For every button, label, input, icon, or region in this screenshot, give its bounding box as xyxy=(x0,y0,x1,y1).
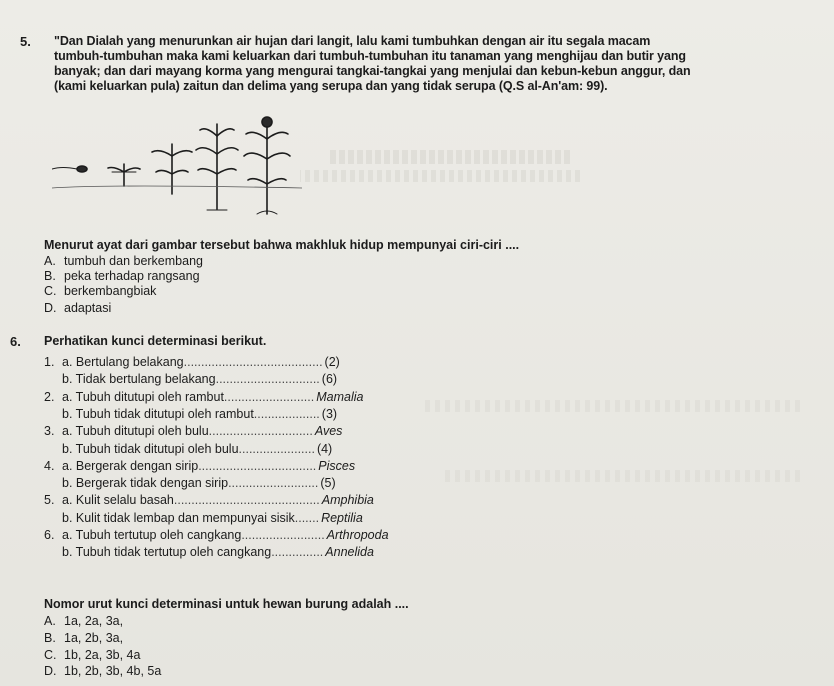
question-6-option-c[interactable] xyxy=(44,648,140,662)
option-label: C. xyxy=(44,648,57,662)
key-row-result: (4) xyxy=(316,441,333,456)
key-row-leader-dots: ........................ xyxy=(241,528,325,542)
option-label: B. xyxy=(44,269,56,283)
key-row-statement: b. Kulit tidak lembap dan mempunyai sisik xyxy=(62,510,295,525)
key-row-result: (5) xyxy=(320,476,336,491)
key-row xyxy=(44,493,374,507)
question-6-option-a[interactable] xyxy=(44,614,123,628)
key-row-result: Annelida xyxy=(325,545,374,560)
key-row-statement: b. Bergerak tidak dengan sirip xyxy=(62,476,229,491)
question-6-number: 6. xyxy=(10,334,21,349)
passage-line: (kami keluarkan pula) zaitun dan delima yang serupa dan yang tidak serupa (Q.S al-An'am: 99). xyxy=(54,79,608,93)
key-row xyxy=(44,459,355,473)
key-row-leader-dots: .......................... xyxy=(228,476,319,491)
key-row xyxy=(44,545,374,559)
option-label: C. xyxy=(44,284,57,298)
key-row xyxy=(44,372,337,386)
key-row-result: Aves xyxy=(314,424,343,439)
key-row-statement: a. Bergerak dengan sirip xyxy=(62,458,199,473)
passage-line: tumbuh-tumbuhan maka kami keluarkan dari tumbuh-tumbuhan itu tanaman yang menghijau dan butir yang xyxy=(54,49,686,63)
key-row xyxy=(44,355,340,369)
key-row-leader-dots: .......................... xyxy=(223,389,315,404)
key-row-statement: b. Tubuh tidak tertutup oleh cangkang xyxy=(62,545,272,560)
option-text: 1a, 2a, 3a, xyxy=(64,614,124,628)
option-text: peka terhadap rangsang xyxy=(64,269,200,283)
option-label: A. xyxy=(44,254,56,268)
key-row-statement: a. Bertulang belakang xyxy=(62,355,184,369)
option-label: D. xyxy=(44,664,57,678)
question-6-prompt: Nomor urut kunci determinasi untuk hewan burung adalah .... xyxy=(44,597,409,611)
question-6-intro: Perhatikan kunci determinasi berikut. xyxy=(44,334,267,348)
option-text: 1b, 2a, 3b, 4a xyxy=(64,648,141,662)
key-row-result: (2) xyxy=(324,355,340,369)
option-label: B. xyxy=(44,631,56,645)
question-5-option-a[interactable] xyxy=(44,254,203,268)
key-row xyxy=(44,407,337,421)
key-row xyxy=(44,511,363,525)
key-row-result: Mamalia xyxy=(316,389,364,404)
question-5-number: 5. xyxy=(20,34,31,49)
option-text: adaptasi xyxy=(64,301,112,315)
key-row xyxy=(44,442,332,456)
key-row-leader-dots: .................................. xyxy=(198,458,317,473)
key-row-result: (6) xyxy=(321,372,338,387)
option-text: berkembangbiak xyxy=(64,284,157,298)
key-row-leader-dots: .............................. xyxy=(215,372,320,387)
key-row-statement: b. Tidak bertulang belakang xyxy=(62,372,216,387)
key-row xyxy=(44,528,389,542)
key-row-statement: b. Tubuh tidak ditutupi oleh bulu xyxy=(62,441,239,456)
key-row-leader-dots: .......................................... xyxy=(173,493,320,508)
key-row-leader-dots: ....... xyxy=(294,510,320,525)
question-6-option-b[interactable] xyxy=(44,631,123,645)
option-label: D. xyxy=(44,301,57,315)
key-row-number: 4. xyxy=(44,458,55,473)
show-through-texture xyxy=(440,470,800,482)
key-row-result: Reptilia xyxy=(321,510,363,525)
question-5-option-c[interactable] xyxy=(44,284,156,298)
key-row-statement: a. Tubuh tertutup oleh cangkang xyxy=(62,528,242,542)
show-through-texture xyxy=(330,150,570,164)
key-row-leader-dots: ................... xyxy=(253,406,320,421)
option-label: A. xyxy=(44,614,56,628)
question-5-option-d[interactable] xyxy=(44,301,111,315)
key-row-leader-dots: ............... xyxy=(271,545,324,560)
show-through-texture xyxy=(420,400,800,412)
show-through-texture xyxy=(300,170,580,182)
option-text: 1a, 2b, 3a, xyxy=(64,631,124,645)
key-row-number: 3. xyxy=(44,424,55,439)
key-row-result: Amphibia xyxy=(321,493,374,508)
key-row-statement: a. Tubuh ditutupi oleh bulu xyxy=(62,424,209,439)
key-row-result: (3) xyxy=(321,406,338,421)
question-5-prompt: Menurut ayat dari gambar tersebut bahwa makhluk hidup mempunyai ciri-ciri .... xyxy=(44,238,520,252)
option-text: tumbuh dan berkembang xyxy=(64,254,203,268)
key-row-statement: a. Kulit selalu basah xyxy=(62,493,174,508)
key-row-number: 1. xyxy=(44,355,55,369)
key-row xyxy=(44,390,363,404)
key-row-statement: a. Tubuh ditutupi oleh rambut xyxy=(62,389,224,404)
question-5-option-b[interactable] xyxy=(44,269,200,283)
key-row xyxy=(44,424,342,438)
option-text: 1b, 2b, 3b, 4b, 5a xyxy=(64,664,162,678)
key-row-number: 2. xyxy=(44,389,55,404)
key-row-result: Arthropoda xyxy=(326,528,389,542)
key-row xyxy=(44,476,336,490)
question-5-passage xyxy=(54,34,824,94)
key-row-number: 6. xyxy=(44,528,55,542)
passage-line: "Dan Dialah yang menurunkan air hujan dari langit, lalu kami tumbuhkan dengan air itu segala macam xyxy=(54,34,651,48)
key-row-number: 5. xyxy=(44,493,55,508)
key-row-leader-dots: ........................................ xyxy=(183,355,323,369)
key-row-statement: b. Tubuh tidak ditutupi oleh rambut xyxy=(62,406,254,421)
key-row-result: Pisces xyxy=(318,458,356,473)
key-row-leader-dots: ...................... xyxy=(238,441,315,456)
key-row-leader-dots: .............................. xyxy=(208,424,313,439)
passage-line: banyak; dan dari mayang korma yang mengurai tangkai-tangkai yang menjulai dan kebun-kebun anggur, dan xyxy=(54,64,691,78)
question-6-option-d[interactable] xyxy=(44,664,161,678)
plant-growth-stages-illustration xyxy=(52,114,302,224)
